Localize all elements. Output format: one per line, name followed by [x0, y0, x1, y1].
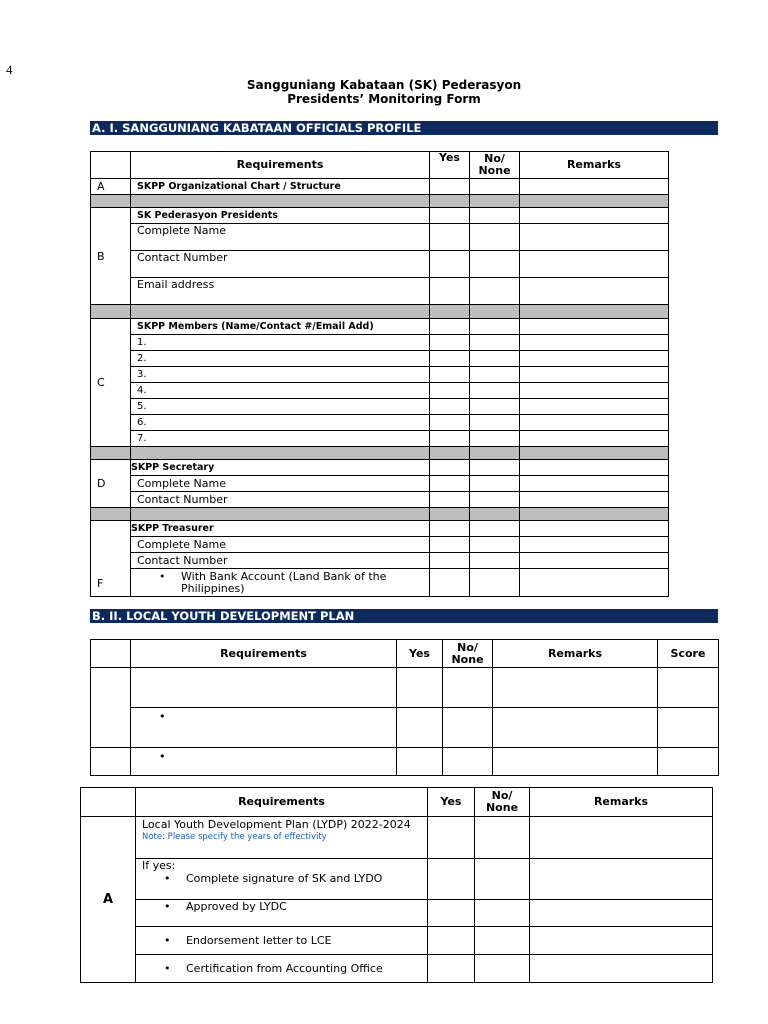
table-row	[91, 476, 669, 492]
col-remarks: Remarks	[493, 640, 658, 668]
bullet-icon: •	[164, 872, 171, 885]
table-row	[81, 900, 713, 927]
page-number: 4	[6, 62, 13, 77]
yes-cell[interactable]	[430, 399, 470, 415]
no-cell[interactable]	[470, 224, 520, 251]
no-cell[interactable]	[470, 431, 520, 447]
no-cell[interactable]	[470, 367, 520, 383]
yes-cell[interactable]	[430, 569, 470, 597]
yes-cell[interactable]	[430, 351, 470, 367]
no-cell[interactable]	[470, 335, 520, 351]
table-row	[91, 415, 669, 431]
yes-cell[interactable]	[430, 335, 470, 351]
table-row	[91, 748, 719, 776]
no-cell[interactable]	[470, 399, 520, 415]
table-header-row	[81, 788, 713, 817]
row-letter-a: A	[81, 817, 136, 983]
row-letter-f: F	[91, 521, 131, 597]
table-row	[91, 367, 669, 383]
remarks-cell[interactable]	[530, 927, 713, 955]
no-cell[interactable]	[475, 817, 530, 859]
no-cell[interactable]	[475, 955, 530, 983]
separator-row	[91, 447, 669, 460]
score-cell[interactable]	[658, 748, 719, 776]
skpp-treasurer-heading: SKPP Treasurer	[131, 521, 430, 537]
remarks-cell[interactable]	[493, 748, 658, 776]
col-remarks: Remarks	[520, 152, 669, 179]
table-row	[81, 955, 713, 983]
member-2: 2.	[131, 351, 430, 367]
lce-requirement	[136, 927, 428, 955]
table-row	[91, 492, 669, 508]
effectivity-note: Note: Please specify the years of effectivity	[142, 832, 327, 842]
yes-cell[interactable]	[430, 179, 470, 195]
remarks-cell[interactable]	[520, 278, 669, 305]
separator-row	[91, 305, 669, 319]
secretary-contact-label: Contact Number	[131, 492, 430, 508]
separator-row	[91, 195, 669, 208]
col-requirements: Requirements	[131, 640, 397, 668]
lce-text: Endorsement letter to LCE	[186, 934, 332, 947]
yes-cell[interactable]	[428, 859, 475, 900]
table-row	[91, 179, 669, 195]
yes-cell[interactable]	[430, 415, 470, 431]
letter-cell	[91, 748, 131, 776]
no-cell[interactable]	[470, 460, 520, 476]
remarks-cell[interactable]	[520, 351, 669, 367]
remarks-cell[interactable]	[520, 492, 669, 508]
table-row	[91, 431, 669, 447]
remarks-cell[interactable]	[520, 335, 669, 351]
score-cell[interactable]	[658, 708, 719, 748]
requirement-cell	[131, 748, 397, 776]
yes-cell[interactable]	[430, 492, 470, 508]
requirement-cell	[131, 708, 397, 748]
member-3: 3.	[131, 367, 430, 383]
bullet-icon: •	[159, 569, 166, 583]
row-letter-b: B	[91, 208, 131, 305]
remarks-cell[interactable]	[520, 179, 669, 195]
yes-cell[interactable]	[430, 460, 470, 476]
no-cell[interactable]	[443, 668, 493, 708]
remarks-cell[interactable]	[520, 367, 669, 383]
remarks-cell[interactable]	[520, 521, 669, 537]
remarks-cell[interactable]	[520, 537, 669, 553]
form-title-line2: Presidents’ Monitoring Form	[287, 92, 481, 106]
member-1: 1.	[131, 335, 430, 351]
bullet-icon: •	[164, 934, 171, 947]
accounting-text: Certification from Accounting Office	[186, 961, 383, 975]
yes-cell[interactable]	[430, 553, 470, 569]
no-cell[interactable]	[475, 900, 530, 927]
col-yes: Yes	[397, 640, 443, 668]
bank-account-text: With Bank Account (Land Bank of the Philippines)	[181, 569, 387, 595]
yes-cell[interactable]	[397, 748, 443, 776]
yes-cell[interactable]	[430, 521, 470, 537]
yes-cell[interactable]	[430, 367, 470, 383]
table-row	[91, 278, 669, 305]
org-chart-requirement: SKPP Organizational Chart / Structure	[131, 179, 430, 195]
no-cell[interactable]	[470, 492, 520, 508]
bullet-icon: •	[164, 961, 171, 975]
member-4: 4.	[131, 383, 430, 399]
table-row	[91, 399, 669, 415]
lydc-requirement	[136, 900, 428, 927]
lydp-requirement	[136, 817, 428, 859]
yes-cell[interactable]	[428, 817, 475, 859]
yes-cell[interactable]	[430, 208, 470, 224]
remarks-cell[interactable]	[520, 383, 669, 399]
no-cell[interactable]	[470, 251, 520, 278]
row-letter-a: A	[91, 179, 131, 195]
yes-cell[interactable]	[430, 537, 470, 553]
no-cell[interactable]	[470, 569, 520, 597]
table-row	[91, 460, 669, 476]
table-row	[91, 569, 669, 597]
remarks-cell[interactable]	[520, 569, 669, 597]
remarks-cell[interactable]	[520, 476, 669, 492]
complete-name-label: Complete Name	[131, 224, 430, 251]
member-7: 7.	[131, 431, 430, 447]
no-cell[interactable]	[470, 278, 520, 305]
yes-cell[interactable]	[430, 383, 470, 399]
accounting-requirement	[136, 955, 428, 983]
col-score: Score	[658, 640, 719, 668]
table-row	[91, 224, 669, 251]
table-row	[91, 708, 719, 748]
no-cell[interactable]	[443, 708, 493, 748]
no-cell[interactable]	[470, 415, 520, 431]
no-cell[interactable]	[470, 319, 520, 335]
table-row	[91, 521, 669, 537]
officials-profile-table	[90, 151, 669, 597]
form-title-line1: Sangguniang Kabataan (SK) Pederasyon	[246, 78, 522, 92]
score-cell[interactable]	[658, 668, 719, 708]
col-no-none: No/ None	[443, 640, 493, 668]
col-requirements: Requirements	[131, 152, 430, 179]
treasurer-contact-label: Contact Number	[131, 553, 430, 569]
table-row	[91, 537, 669, 553]
remarks-cell[interactable]	[520, 415, 669, 431]
bank-account-item	[131, 569, 430, 597]
remarks-cell[interactable]	[493, 668, 658, 708]
yes-cell[interactable]	[430, 476, 470, 492]
lydc-text: Approved by LYDC	[186, 900, 287, 913]
requirement-cell	[131, 668, 397, 708]
yes-cell[interactable]	[430, 278, 470, 305]
bullet-icon: •	[159, 750, 166, 763]
lydp-title: Local Youth Development Plan (LYDP) 2022-2024	[142, 818, 411, 831]
yes-cell[interactable]	[428, 927, 475, 955]
col-yes: Yes	[428, 788, 475, 817]
lydp-score-table	[90, 639, 719, 776]
yes-cell[interactable]	[428, 955, 475, 983]
remarks-cell[interactable]	[520, 224, 669, 251]
no-cell[interactable]	[470, 351, 520, 367]
section-b-header-bar: B. II. LOCAL YOUTH DEVELOPMENT PLAN	[90, 609, 718, 623]
yes-cell[interactable]	[397, 708, 443, 748]
remarks-cell[interactable]	[520, 319, 669, 335]
email-address-label: Email address	[131, 278, 430, 305]
bullet-icon: •	[159, 710, 166, 723]
yes-cell[interactable]	[397, 668, 443, 708]
bullet-icon: •	[164, 900, 171, 913]
yes-cell[interactable]	[430, 251, 470, 278]
no-cell[interactable]	[475, 859, 530, 900]
no-cell[interactable]	[475, 927, 530, 955]
row-letter-d: D	[91, 460, 131, 508]
table-row	[91, 383, 669, 399]
no-cell[interactable]	[470, 179, 520, 195]
if-yes-label: If yes:	[142, 859, 176, 872]
yes-cell[interactable]	[428, 900, 475, 927]
skpp-members-heading: SKPP Members (Name/Contact #/Email Add)	[131, 319, 430, 335]
remarks-cell[interactable]	[520, 431, 669, 447]
contact-number-label: Contact Number	[131, 251, 430, 278]
no-cell[interactable]	[470, 476, 520, 492]
table-row	[91, 208, 669, 224]
yes-cell[interactable]	[430, 431, 470, 447]
remarks-cell[interactable]	[530, 817, 713, 859]
no-cell[interactable]	[470, 521, 520, 537]
table-header-row	[91, 640, 719, 668]
table-row	[91, 335, 669, 351]
table-row	[91, 319, 669, 335]
section-a-header-bar: A. I. SANGGUNIANG KABATAAN OFFICIALS PROFILE	[90, 121, 718, 135]
col-requirements: Requirements	[136, 788, 428, 817]
remarks-cell[interactable]	[530, 900, 713, 927]
table-row	[91, 251, 669, 278]
remarks-cell[interactable]	[493, 708, 658, 748]
skpp-secretary-heading: SKPP Secretary	[131, 460, 430, 476]
col-no-none: No/ None	[475, 788, 530, 817]
no-cell[interactable]	[443, 748, 493, 776]
table-row	[91, 668, 719, 708]
lydp-requirements-table	[80, 787, 713, 983]
remarks-cell[interactable]	[520, 460, 669, 476]
signature-text: Complete signature of SK and LYDO	[186, 872, 383, 885]
table-row	[81, 927, 713, 955]
secretary-name-label: Complete Name	[131, 476, 430, 492]
table-header-row	[91, 152, 669, 179]
col-remarks: Remarks	[530, 788, 713, 817]
row-letter-c: C	[91, 319, 131, 447]
remarks-cell[interactable]	[530, 955, 713, 983]
yes-cell[interactable]	[430, 319, 470, 335]
col-yes: Yes	[430, 152, 470, 179]
table-row	[91, 351, 669, 367]
no-cell[interactable]	[470, 383, 520, 399]
signature-requirement	[136, 859, 428, 900]
remarks-cell[interactable]	[520, 553, 669, 569]
no-cell[interactable]	[470, 208, 520, 224]
table-row	[91, 553, 669, 569]
col-no-none: No/ None	[470, 152, 520, 179]
yes-cell[interactable]	[430, 224, 470, 251]
remarks-cell[interactable]	[520, 399, 669, 415]
member-6: 6.	[131, 415, 430, 431]
sk-presidents-heading: SK Pederasyon Presidents	[131, 208, 430, 224]
remarks-cell[interactable]	[520, 208, 669, 224]
remarks-cell[interactable]	[520, 251, 669, 278]
letter-cell	[91, 668, 131, 748]
table-row	[81, 859, 713, 900]
separator-row	[91, 508, 669, 521]
table-row	[81, 817, 713, 859]
member-5: 5.	[131, 399, 430, 415]
remarks-cell[interactable]	[530, 859, 713, 900]
treasurer-name-label: Complete Name	[131, 537, 430, 553]
no-cell[interactable]	[470, 553, 520, 569]
no-cell[interactable]	[470, 537, 520, 553]
